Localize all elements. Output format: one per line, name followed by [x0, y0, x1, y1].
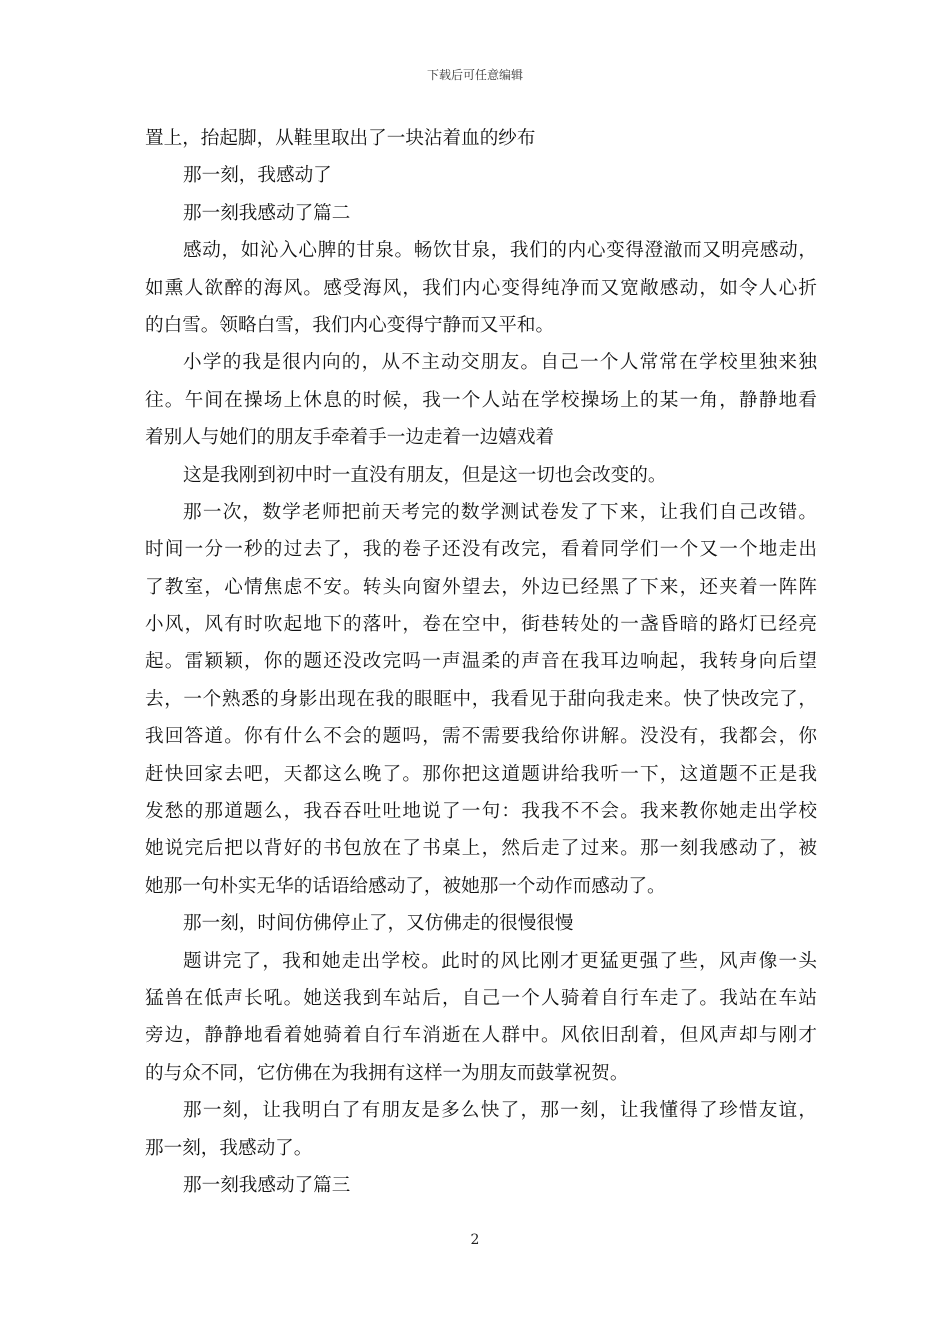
text-line: 那一次，数学老师把前天考完的数学测试卷发了下来，让我们自己改错。: [183, 501, 817, 523]
document-body: [145, 120, 817, 1204]
text-line: 那一刻我感动了篇三: [183, 1174, 351, 1196]
text-line: 置上，抬起脚，从鞋里取出了一块沾着血的纱布: [145, 128, 536, 149]
page-number: 2: [470, 1232, 480, 1248]
text-line: 的与众不同，它仿佛在为我拥有这样一为朋友而鼓掌祝贺。: [145, 1062, 629, 1084]
text-line: 的白雪。领略白雪，我们内心变得宁静而又平和。: [145, 314, 555, 336]
text-line: 了教室，心情焦虑不安。转头向窗外望去，外边已经黑了下来，还夹着一阵阵: [145, 576, 817, 598]
text-line: 那一刻我感动了篇二: [183, 202, 351, 224]
text-line: 她那一句朴实无华的话语给感动了，被她那一个动作而感动了。: [145, 875, 666, 897]
text-line: 那一刻，我感动了。: [145, 1137, 313, 1159]
text-line: 赶快回家去吧，天都这么晚了。那你把这道题讲给我听一下，这道题不正是我: [145, 763, 817, 785]
text-line: 题讲完了，我和她走出学校。此时的风比刚才更猛更强了些，风声像一头: [183, 950, 817, 972]
text-line: 她说完后把以背好的书包放在了书桌上，然后走了过来。那一刻我感动了，被: [145, 838, 817, 860]
text-line: 这是我刚到初中时一直没有朋友，但是这一切也会改变的。: [183, 464, 667, 486]
text-line: 猛兽在低声长吼。她送我到车站后，自己一个人骑着自行车走了。我站在车站: [145, 987, 817, 1009]
text-line: 我回答道。你有什么不会的题吗，需不需要我给你讲解。没没有，我都会，你: [145, 726, 817, 748]
text-line: 感动，如沁入心脾的甘泉。畅饮甘泉，我们的内心变得澄澈而又明亮感动，: [183, 240, 817, 262]
text-line: 时间一分一秒的过去了，我的卷子还没有改完，看着同学们一个又一个地走出: [145, 539, 817, 561]
text-line: 那一刻，让我明白了有朋友是多么快了，那一刻，让我懂得了珍惜友谊，: [183, 1100, 817, 1122]
text-line: 那一刻，时间仿佛停止了，又仿佛走的很慢很慢: [183, 913, 574, 935]
text-line: 旁边，静静地看着她骑着自行车消逝在人群中。风依旧刮着，但风声却与刚才: [145, 1025, 817, 1047]
text-line: 往。午间在操场上休息的时候，我一个人站在学校操场上的某一角，静静地看: [145, 389, 817, 411]
text-line: 如熏人欲醉的海风。感受海风，我们内心变得纯净而又宽敞感动，如令人心折: [145, 277, 817, 299]
text-line: 小学的我是很内向的，从不主动交朋友。自己一个人常常在学校里独来独: [183, 352, 817, 374]
text-line: 起。雷颖颖，你的题还没改完吗一声温柔的声音在我耳边响起，我转身向后望: [145, 651, 817, 673]
text-line: 去，一个熟悉的身影出现在我的眼眶中，我看见于甜向我走来。快了快改完了，: [145, 688, 817, 710]
page-header: 下载后可任意编辑: [426, 68, 523, 82]
text-line: 那一刻，我感动了: [183, 165, 332, 187]
text-line: 着别人与她们的朋友手牵着手一边走着一边嬉戏着: [145, 427, 555, 449]
text-line: 小风，风有时吹起地下的落叶，卷在空中，街巷转处的一盏昏暗的路灯已经亮: [145, 614, 817, 636]
text-line: 发愁的那道题么，我吞吞吐吐地说了一句：我我不不会。我来教你她走出学校: [145, 801, 817, 823]
